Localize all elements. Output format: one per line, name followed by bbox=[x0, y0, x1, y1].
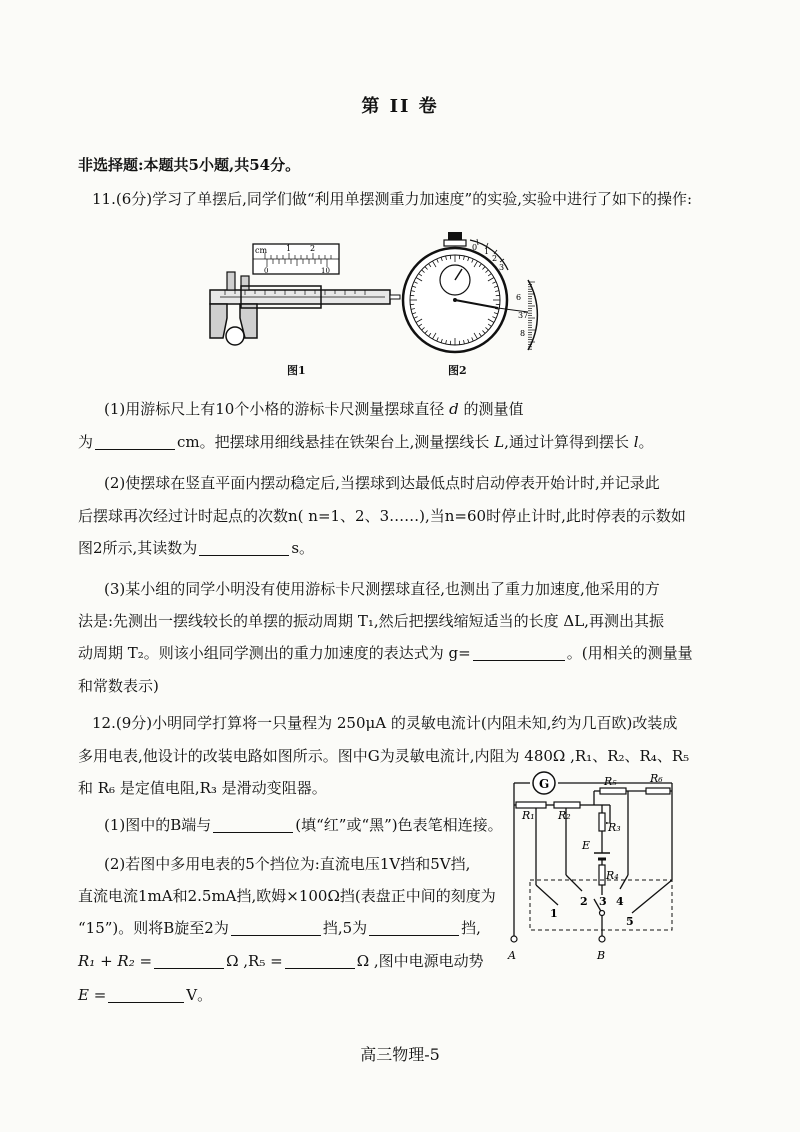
q12-p2-line3: “15”)。则将B旋至2为 挡,5为 挡, bbox=[78, 919, 481, 937]
q11-p3-line3: 动周期 T₂。则该小组同学测出的重力加速度的表达式为 g= 。(用相关的测量量 bbox=[78, 644, 693, 662]
caliper-figure bbox=[205, 238, 405, 353]
answer-blank-diameter[interactable] bbox=[95, 433, 175, 450]
q11-p1-line1: (1)用游标尺上有10个小格的游标卡尺测量摆球直径 d 的测量值 bbox=[104, 400, 524, 418]
switch-contact-4: 4 bbox=[616, 895, 624, 908]
stopwatch-figure bbox=[400, 228, 560, 356]
stopwatch-sub-2: 2 bbox=[492, 254, 498, 263]
q12-stem-line2: 多用电表,他设计的改装电路如图所示。图中G为灵敏电流计,内阻为 480Ω ,R₁、R₂、R₄、R₅ bbox=[78, 747, 690, 765]
answer-blank-r1-r2[interactable] bbox=[154, 952, 224, 969]
answer-blank-position-5[interactable] bbox=[369, 919, 459, 936]
resistor-r3-label: R₃ bbox=[608, 821, 621, 834]
multimeter-circuit bbox=[502, 765, 692, 965]
q12-p2-line2: 直流电流1mA和2.5mA挡,欧姆×100Ω挡(表盘正中间的刻度为 bbox=[78, 887, 496, 905]
stopwatch-big-8: 8 bbox=[520, 329, 526, 338]
switch-contact-2: 2 bbox=[580, 895, 588, 908]
answer-blank-r5[interactable] bbox=[285, 952, 355, 969]
resistor-r6-label: R₆ bbox=[650, 772, 663, 785]
q12-p2-line1: (2)若图中多用电表的5个挡位为:直流电压1V挡和5V挡, bbox=[104, 855, 471, 873]
resistor-r2-label: R₂ bbox=[558, 809, 571, 822]
fig2-label: 图2 bbox=[448, 364, 467, 377]
stopwatch-big-37: 37 bbox=[518, 311, 529, 320]
resistor-r1-label: R₁ bbox=[522, 809, 535, 822]
galvanometer-label: G bbox=[539, 777, 550, 791]
terminal-a-label: A bbox=[508, 949, 516, 962]
answer-blank-stopwatch[interactable] bbox=[199, 539, 289, 556]
stopwatch-sub-3: 3 bbox=[499, 263, 505, 272]
caliper-main-tick-2: 2 bbox=[310, 244, 316, 253]
resistor-r4-label: R₄ bbox=[606, 869, 619, 882]
q11-p2-line2: 后摆球再次经过计时起点的次数n( n=1、2、3……),当n=60时停止计时,此时停表的示数如 bbox=[78, 507, 686, 525]
q12-p2-line5: E = V。 bbox=[78, 986, 213, 1004]
q12-p1: (1)图中的B端与 (填“红”或“黑”)色表笔相连接。 bbox=[104, 816, 503, 834]
stopwatch-sub-0: 0 bbox=[472, 243, 478, 252]
q12-stem-line3: 和 R₆ 是定值电阻,R₃ 是滑动变阻器。 bbox=[78, 779, 327, 797]
q11-stem: 11.(6分)学习了单摆后,同学们做“利用单摆测重力加速度”的实验,实验中进行了如下的操作: bbox=[92, 190, 693, 208]
answer-blank-gravity[interactable] bbox=[473, 644, 565, 661]
switch-contact-5: 5 bbox=[626, 915, 634, 928]
terminal-b-label: B bbox=[597, 949, 606, 962]
q11-p2-line1: (2)使摆球在竖直平面内摆动稳定后,当摆球到达最低点时启动停表开始计时,并记录此 bbox=[104, 474, 660, 492]
answer-blank-emf[interactable] bbox=[108, 986, 184, 1003]
caliper-main-tick-1: 1 bbox=[286, 244, 292, 253]
switch-contact-3: 3 bbox=[599, 895, 607, 908]
q11-p3-line1: (3)某小组的同学小明没有使用游标卡尺测摆球直径,也测出了重力加速度,他采用的方 bbox=[104, 580, 660, 598]
stopwatch-big-6: 6 bbox=[516, 293, 522, 302]
page-footer: 高三物理-5 bbox=[360, 1045, 440, 1064]
switch-contact-1: 1 bbox=[550, 907, 558, 920]
caliper-vernier-0: 0 bbox=[264, 267, 269, 275]
section-intro: 非选择题:本题共5小题,共54分。 bbox=[78, 156, 301, 174]
q11-p2-line3: 图2所示,其读数为 s。 bbox=[78, 539, 315, 557]
stopwatch-sub-1: 1 bbox=[484, 247, 490, 256]
caliper-unit: cm bbox=[255, 246, 268, 255]
battery-e-label: E bbox=[582, 839, 591, 852]
q11-p3-line2: 法是:先测出一摆线较长的单摆的振动周期 T₁,然后把摆线缩短适当的长度 ΔL,再测出其振 bbox=[78, 612, 664, 630]
q11-p1-line2: 为 cm。把摆球用细线悬挂在铁架台上,测量摆线长 L,通过计算得到摆长 l。 bbox=[78, 433, 654, 451]
q12-stem-line1: 12.(9分)小明同学打算将一只量程为 250μA 的灵敏电流计(内阻未知,约为几百欧)改装成 bbox=[92, 714, 678, 732]
q11-p3-line4: 和常数表示) bbox=[78, 677, 159, 695]
answer-blank-probe-color[interactable] bbox=[213, 816, 293, 833]
answer-blank-position-2[interactable] bbox=[231, 919, 321, 936]
resistor-r5-label: R₅ bbox=[604, 775, 617, 788]
q12-p2-line4: R₁ + R₂ = Ω ,R₅ = Ω ,图中电源电动势 bbox=[78, 952, 484, 970]
fig1-label: 图1 bbox=[287, 364, 306, 377]
page-title: 第 II 卷 bbox=[361, 96, 439, 117]
caliper-vernier-10: 10 bbox=[321, 267, 330, 275]
